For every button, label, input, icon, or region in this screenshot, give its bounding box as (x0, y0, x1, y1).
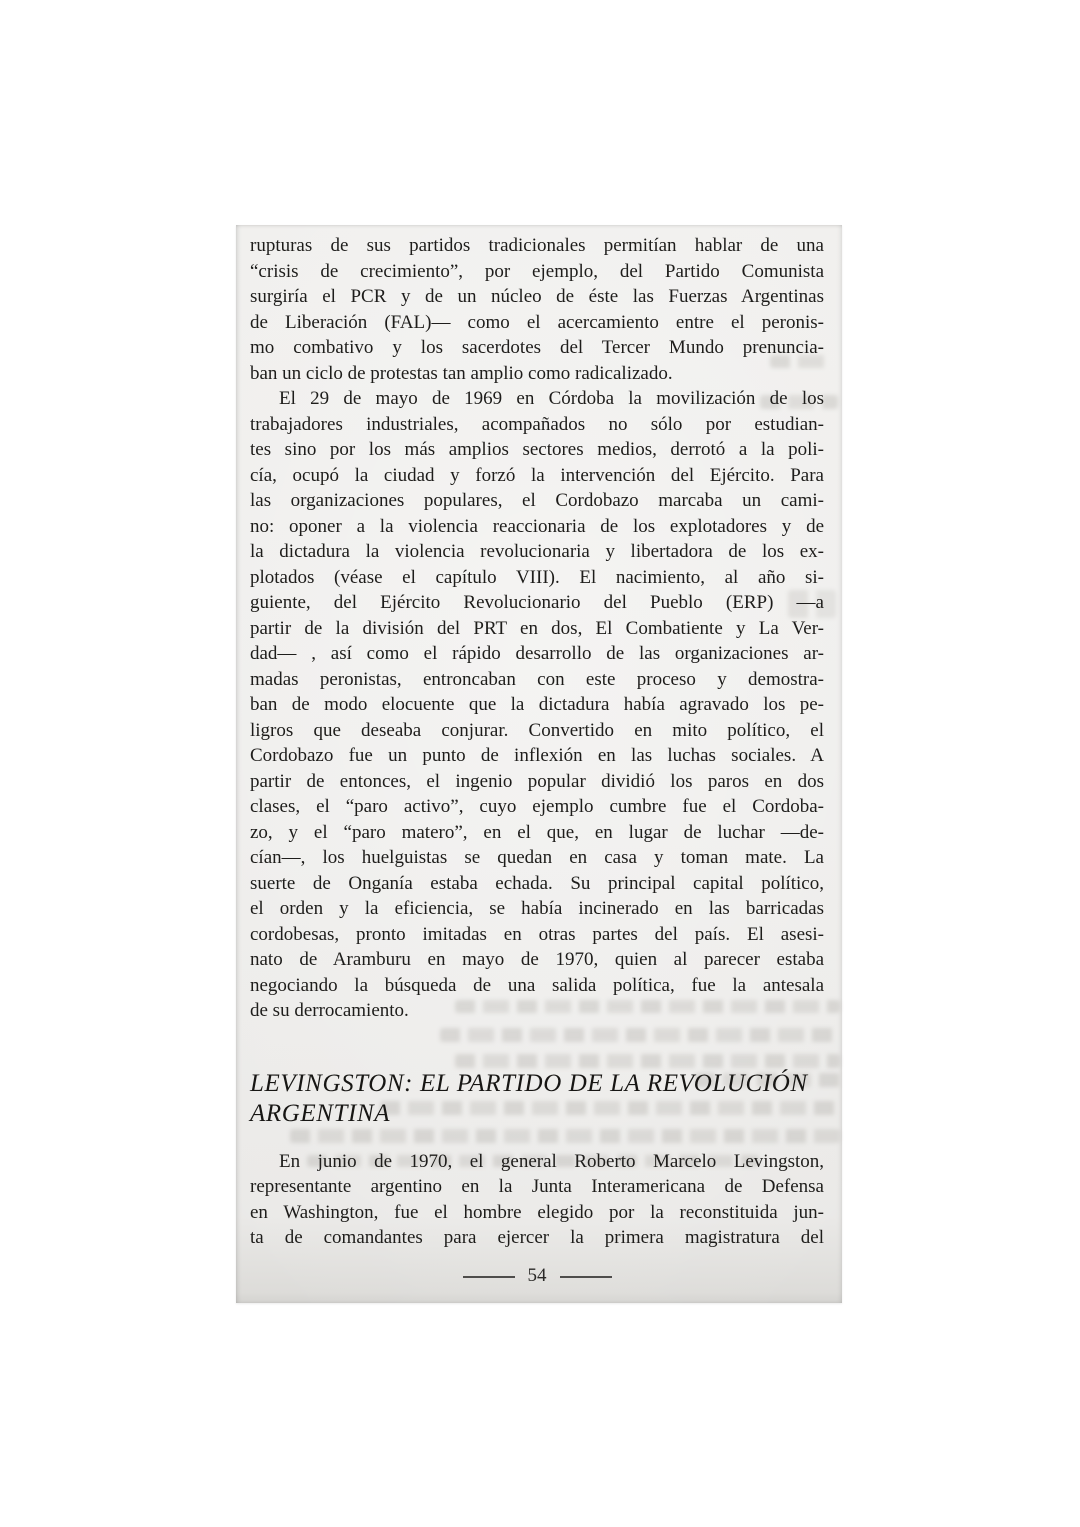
text-line: en Washington, fue el hombre elegido por la reconstituida jun- (250, 1201, 824, 1223)
text-line: Cordobazo fue un punto de inflexión en las luchas sociales. A (250, 745, 824, 766)
paragraph (250, 386, 824, 1024)
text-line: ban de modo elocuente que la dictadura había agravado los pe- (250, 694, 824, 715)
text-line: zo, y el “paro matero”, en el que, en lugar de luchar —de- (250, 821, 824, 843)
text-line: ligros que deseaba conjurar. Convertido en mito político, el (250, 719, 824, 741)
text-line: El 29 de mayo de 1969 en Córdoba la movilización de los (279, 388, 824, 409)
book-page (236, 225, 842, 1303)
footer-left-rule (463, 1276, 515, 1278)
paragraph (250, 1149, 824, 1251)
page-footer (250, 1265, 824, 1287)
text-line: de su derrocamiento. (250, 1000, 409, 1021)
text-line: plotados (véase el capítulo VIII). El nacimiento, al año si- (250, 566, 824, 588)
text-line: clases, el “paro activo”, cuyo ejemplo cumbre fue el Cordoba- (250, 796, 824, 817)
text-line: cía, ocupó la ciudad y forzó la intervención del Ejército. Para (250, 464, 824, 486)
text-line: nato de Aramburu en mayo de 1970, quien al parecer estaba (250, 949, 824, 970)
text-line: partir de la división del PRT en dos, El Combatiente y La Ver- (250, 617, 824, 639)
page-number: 54 (527, 1264, 547, 1286)
text-line: cían—, los huelguistas se quedan en casa y toman mate. La (250, 847, 824, 868)
heading-line: LEVINGSTON: EL PARTIDO DE LA REVOLUCIÓN (250, 1069, 808, 1097)
page-text (250, 233, 824, 1287)
section-heading (250, 1069, 824, 1129)
text-line: rupturas de sus partidos tradicionales permitían hablar de una (250, 235, 824, 256)
text-line: representante argentino en la Junta Interamericana de Defensa (250, 1176, 824, 1197)
text-line: ta de comandantes para ejercer la primera magistratura del (250, 1227, 824, 1248)
heading-line: ARGENTINA (250, 1099, 391, 1127)
text-line: el orden y la eficiencia, se había incinerado en las barricadas (250, 898, 824, 919)
text-line: guiente, del Ejército Revolucionario del Pueblo (ERP) —a (250, 592, 824, 613)
text-line: ban un ciclo de protestas tan amplio como radicalizado. (250, 362, 673, 384)
text-line: mo combativo y los sacerdotes del Tercer Mundo prenuncia- (250, 337, 824, 358)
text-line: “crisis de crecimiento”, por ejemplo, del Partido Comunista (250, 260, 824, 282)
text-line: las organizaciones populares, el Cordobazo marcaba un cami- (250, 490, 824, 511)
text-line: no: oponer a la violencia reaccionaria de los explotadores y de (250, 515, 824, 537)
text-line: la dictadura la violencia revolucionaria y libertadora de los ex- (250, 541, 824, 562)
text-line: de Liberación (FAL)— como el acercamiento entre el peronis- (250, 311, 824, 333)
text-line: cordobesas, pronto imitadas en otras partes del país. El asesi- (250, 923, 824, 945)
footer-right-rule (560, 1276, 612, 1278)
text-line: surgiría el PCR y de un núcleo de éste las Fuerzas Argentinas (250, 286, 824, 307)
text-line: dad— , así como el rápido desarrollo de las organizaciones ar- (250, 643, 824, 664)
text-line: tes sino por los más amplios sectores medios, derrotó a la poli- (250, 439, 824, 460)
text-line: madas peronistas, entroncaban con este proceso y demostra- (250, 668, 824, 690)
text-line: negociando la búsqueda de una salida política, fue la antesala (250, 974, 824, 996)
text-line: En junio de 1970, el general Roberto Marcelo Levingston, (279, 1150, 824, 1172)
paragraph (250, 233, 824, 386)
text-line: partir de entonces, el ingenio popular dividió los paros en dos (250, 770, 824, 792)
text-line: trabajadores industriales, acompañados no sólo por estudian- (250, 413, 824, 435)
text-line: suerte de Onganía estaba echada. Su principal capital político, (250, 872, 824, 894)
